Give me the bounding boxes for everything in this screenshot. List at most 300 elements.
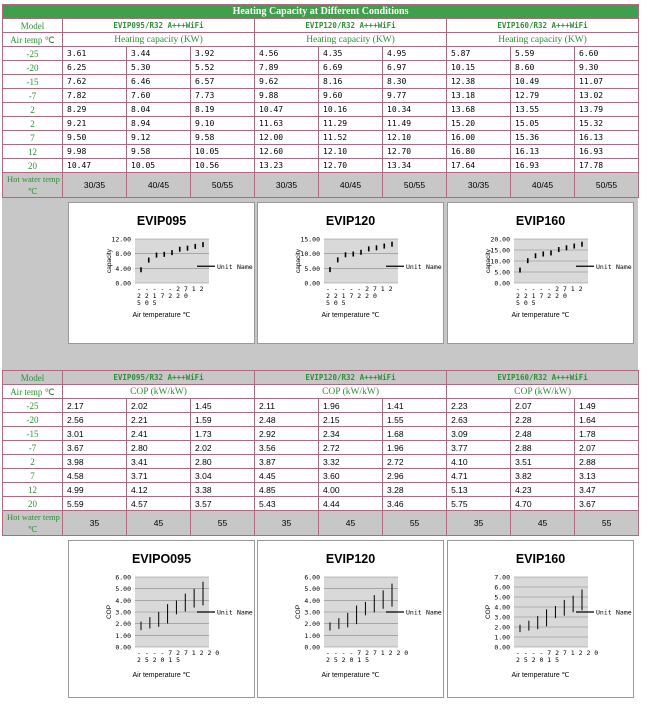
x-tick-labels: - - - - 7 2 7 1 2 2 0 bbox=[137, 649, 220, 657]
value-cell: 4.12 bbox=[127, 483, 191, 497]
table-row bbox=[3, 131, 639, 145]
value-cell: 16.93 bbox=[511, 159, 575, 173]
value-cell: 10.05 bbox=[127, 159, 191, 173]
hot-water-cell: 45 bbox=[127, 511, 191, 536]
y-tick-label: 20.00 bbox=[490, 235, 510, 244]
value-cell: 2.80 bbox=[127, 441, 191, 455]
value-cell: 3.28 bbox=[383, 483, 447, 497]
value-cell: 1.59 bbox=[191, 413, 255, 427]
value-cell: 7.73 bbox=[191, 89, 255, 103]
value-cell: 6.60 bbox=[575, 47, 639, 61]
value-cell: 8.16 bbox=[319, 75, 383, 89]
value-cell: 13.23 bbox=[255, 159, 319, 173]
air-temp-cell: -7 bbox=[3, 89, 63, 103]
legend-unit: Unit bbox=[406, 608, 422, 617]
value-cell: 2.07 bbox=[511, 399, 575, 413]
value-cell: 1.49 bbox=[575, 399, 639, 413]
value-cell: 2.48 bbox=[511, 427, 575, 441]
air-temp-cell: 12 bbox=[3, 145, 63, 159]
y-tick-label: 5.00 bbox=[304, 585, 320, 594]
value-cell: 1.64 bbox=[575, 413, 639, 427]
value-cell: 3.44 bbox=[127, 47, 191, 61]
legend-unit: Unit bbox=[217, 608, 233, 617]
data-point bbox=[383, 244, 385, 249]
value-cell: 3.38 bbox=[191, 483, 255, 497]
capacity-subheader: Heating capacity (KW) bbox=[255, 33, 447, 47]
value-cell: 9.12 bbox=[127, 131, 191, 145]
value-cell: 6.69 bbox=[319, 61, 383, 75]
value-cell: 3.61 bbox=[63, 47, 127, 61]
value-cell: 3.67 bbox=[575, 497, 639, 511]
chart-title: EVIP095 bbox=[136, 214, 187, 228]
value-cell: 9.21 bbox=[63, 117, 127, 131]
value-cell: 2.41 bbox=[127, 427, 191, 441]
y-tick-label: 0.00 bbox=[115, 279, 131, 288]
value-cell: 5.52 bbox=[191, 61, 255, 75]
air-temp-cell: -20 bbox=[3, 413, 63, 427]
data-point bbox=[202, 242, 204, 247]
y-tick-label: 0.00 bbox=[115, 643, 131, 652]
data-point bbox=[163, 252, 165, 257]
legend-name: Name bbox=[616, 262, 632, 271]
cop-charts-band bbox=[2, 536, 638, 716]
value-cell: 4.58 bbox=[63, 469, 127, 483]
data-point bbox=[171, 250, 173, 255]
value-cell: 2.88 bbox=[511, 441, 575, 455]
hot-water-cell: 45 bbox=[511, 511, 575, 536]
value-cell: 13.18 bbox=[447, 89, 511, 103]
data-point bbox=[581, 242, 583, 247]
y-tick-label: 7.00 bbox=[494, 573, 510, 582]
value-cell: 8.30 bbox=[383, 75, 447, 89]
y-axis-label: capacity bbox=[106, 249, 113, 273]
data-point bbox=[156, 253, 158, 258]
air-temp-cell: -15 bbox=[3, 427, 63, 441]
value-cell: 12.60 bbox=[255, 145, 319, 159]
hot-water-cell: 30/35 bbox=[255, 173, 319, 198]
value-cell: 16.93 bbox=[575, 145, 639, 159]
value-cell: 3.09 bbox=[447, 427, 511, 441]
value-cell: 10.15 bbox=[447, 61, 511, 75]
air-temp-cell: 2 bbox=[3, 455, 63, 469]
cop-subheader: COP (kW/kW) bbox=[255, 385, 447, 399]
value-cell: 2.23 bbox=[447, 399, 511, 413]
value-cell: 9.30 bbox=[575, 61, 639, 75]
value-cell: 9.50 bbox=[63, 131, 127, 145]
value-cell: 6.57 bbox=[191, 75, 255, 89]
data-point bbox=[179, 247, 181, 252]
value-cell: 11.63 bbox=[255, 117, 319, 131]
chart-svg bbox=[258, 203, 443, 343]
data-point bbox=[148, 258, 150, 263]
value-cell: 9.60 bbox=[319, 89, 383, 103]
data-point bbox=[368, 246, 370, 251]
air-temp-cell: 20 bbox=[3, 159, 63, 173]
table-row bbox=[3, 497, 639, 511]
hot-water-cell: 50/55 bbox=[383, 173, 447, 198]
air-temp-cell: 7 bbox=[3, 469, 63, 483]
value-cell: 4.71 bbox=[447, 469, 511, 483]
data-point bbox=[329, 267, 331, 272]
value-cell: 10.47 bbox=[63, 159, 127, 173]
value-cell: 9.98 bbox=[63, 145, 127, 159]
chart-title: EVIPO095 bbox=[131, 552, 192, 566]
hot-water-cell: 30/35 bbox=[447, 173, 511, 198]
chart-svg bbox=[69, 541, 254, 697]
value-cell: 4.95 bbox=[383, 47, 447, 61]
value-cell: 16.00 bbox=[447, 131, 511, 145]
chart-title: EVIP160 bbox=[515, 214, 566, 228]
x-tick-labels: 2 2 1 7 2 2 0 bbox=[516, 292, 567, 300]
model-header: EVIP160/R32 A+++WiFi bbox=[447, 19, 639, 33]
air-temp-cell: 12 bbox=[3, 483, 63, 497]
x-tick-labels: 2 5 2 0 1 5 bbox=[326, 656, 370, 664]
x-axis-label: Air temperature ℃ bbox=[132, 312, 191, 319]
value-cell: 6.97 bbox=[383, 61, 447, 75]
value-cell: 9.62 bbox=[255, 75, 319, 89]
x-tick-labels: 5 0 5 bbox=[326, 299, 346, 307]
y-tick-label: 0.00 bbox=[304, 279, 320, 288]
value-cell: 2.17 bbox=[63, 399, 127, 413]
value-cell: 13.55 bbox=[511, 103, 575, 117]
value-cell: 4.10 bbox=[447, 455, 511, 469]
x-axis-label: Air temperature ℃ bbox=[321, 312, 380, 319]
hot-water-cell: 40/45 bbox=[511, 173, 575, 198]
cop-chart bbox=[257, 540, 444, 698]
y-axis-label: capacity bbox=[295, 249, 302, 273]
value-cell: 1.96 bbox=[319, 399, 383, 413]
value-cell: 15.05 bbox=[511, 117, 575, 131]
hot-water-label: Hot water temp ℃ bbox=[3, 173, 63, 198]
table-title: Heating Capacity at Different Conditions bbox=[3, 5, 639, 19]
value-cell: 17.64 bbox=[447, 159, 511, 173]
value-cell: 5.59 bbox=[63, 497, 127, 511]
data-point bbox=[391, 242, 393, 247]
value-cell: 5.43 bbox=[255, 497, 319, 511]
value-cell: 11.52 bbox=[319, 131, 383, 145]
air-temp-cell: -25 bbox=[3, 47, 63, 61]
y-tick-label: 4.00 bbox=[115, 264, 131, 273]
value-cell: 4.23 bbox=[511, 483, 575, 497]
value-cell: 11.07 bbox=[575, 75, 639, 89]
capacity-subheader: Heating capacity (KW) bbox=[447, 33, 639, 47]
legend-name: Name bbox=[426, 262, 442, 271]
air-temp-label: Air temp ℃ bbox=[3, 385, 63, 399]
legend-unit: Unit bbox=[596, 262, 612, 271]
value-cell: 7.82 bbox=[63, 89, 127, 103]
air-temp-label: Air temp ℃ bbox=[3, 33, 63, 47]
value-cell: 3.46 bbox=[383, 497, 447, 511]
x-tick-labels: - - - - 7 2 7 1 2 2 0 bbox=[516, 649, 599, 657]
x-tick-labels: - - - - 7 2 7 1 2 2 0 bbox=[326, 649, 409, 657]
y-tick-label: 0.00 bbox=[304, 643, 320, 652]
air-temp-cell: -25 bbox=[3, 399, 63, 413]
air-temp-cell: 2 bbox=[3, 103, 63, 117]
capacity-charts-band bbox=[2, 198, 638, 370]
table-row bbox=[3, 117, 639, 131]
value-cell: 2.56 bbox=[63, 413, 127, 427]
data-point bbox=[535, 253, 537, 258]
value-cell: 12.00 bbox=[255, 131, 319, 145]
air-temp-cell: -20 bbox=[3, 61, 63, 75]
hot-water-cell: 35 bbox=[447, 511, 511, 536]
air-temp-cell: 2 bbox=[3, 117, 63, 131]
capacity-subheader: Heating capacity (KW) bbox=[63, 33, 255, 47]
value-cell: 3.71 bbox=[127, 469, 191, 483]
value-cell: 6.25 bbox=[63, 61, 127, 75]
value-cell: 12.38 bbox=[447, 75, 511, 89]
data-point bbox=[194, 244, 196, 249]
table-row bbox=[3, 145, 639, 159]
chart-svg bbox=[258, 541, 443, 697]
value-cell: 11.29 bbox=[319, 117, 383, 131]
cop-chart bbox=[68, 540, 255, 698]
y-tick-label: 6.00 bbox=[115, 573, 131, 582]
cop-subheader: COP (kW/kW) bbox=[63, 385, 255, 399]
plot-area bbox=[324, 239, 398, 283]
chart-svg bbox=[448, 203, 633, 343]
x-tick-labels: 5 0 5 bbox=[516, 299, 536, 307]
value-cell: 2.88 bbox=[575, 455, 639, 469]
value-cell: 3.67 bbox=[63, 441, 127, 455]
value-cell: 2.28 bbox=[511, 413, 575, 427]
data-point bbox=[360, 250, 362, 255]
x-tick-labels: 2 2 1 7 2 2 0 bbox=[137, 292, 188, 300]
x-tick-labels: - - - - - 2 7 1 2 bbox=[516, 285, 583, 293]
x-axis-label: Air temperature ℃ bbox=[511, 312, 570, 319]
value-cell: 9.58 bbox=[127, 145, 191, 159]
value-cell: 2.72 bbox=[319, 441, 383, 455]
hot-water-cell: 40/45 bbox=[319, 173, 383, 198]
value-cell: 3.41 bbox=[127, 455, 191, 469]
value-cell: 3.92 bbox=[191, 47, 255, 61]
value-cell: 4.00 bbox=[319, 483, 383, 497]
legend-name: Name bbox=[237, 608, 253, 617]
value-cell: 2.15 bbox=[319, 413, 383, 427]
value-cell: 1.45 bbox=[191, 399, 255, 413]
chart-title: EVIP120 bbox=[325, 552, 376, 566]
value-cell: 10.49 bbox=[511, 75, 575, 89]
value-cell: 4.44 bbox=[319, 497, 383, 511]
y-tick-label: 15.00 bbox=[300, 235, 320, 244]
table-row bbox=[3, 47, 639, 61]
data-point bbox=[566, 245, 568, 250]
value-cell: 2.72 bbox=[383, 455, 447, 469]
value-cell: 5.13 bbox=[447, 483, 511, 497]
value-cell: 2.80 bbox=[191, 455, 255, 469]
value-cell: 2.48 bbox=[255, 413, 319, 427]
value-cell: 17.78 bbox=[575, 159, 639, 173]
y-tick-label: 6.00 bbox=[304, 573, 320, 582]
value-cell: 2.96 bbox=[383, 469, 447, 483]
y-tick-label: 0.00 bbox=[494, 643, 510, 652]
hot-water-cell: 45 bbox=[319, 511, 383, 536]
value-cell: 2.07 bbox=[575, 441, 639, 455]
value-cell: 13.68 bbox=[447, 103, 511, 117]
capacity-chart bbox=[257, 202, 444, 344]
data-point bbox=[519, 268, 521, 273]
hot-water-cell: 50/55 bbox=[575, 173, 639, 198]
cop-table bbox=[2, 370, 639, 536]
hot-water-cell: 35 bbox=[63, 511, 127, 536]
table-row bbox=[3, 441, 639, 455]
data-point bbox=[352, 252, 354, 257]
table-row bbox=[3, 469, 639, 483]
legend-name: Name bbox=[237, 262, 253, 271]
y-tick-label: 3.00 bbox=[494, 613, 510, 622]
value-cell: 3.98 bbox=[63, 455, 127, 469]
value-cell: 2.92 bbox=[255, 427, 319, 441]
value-cell: 13.34 bbox=[383, 159, 447, 173]
chart-title: EVIP160 bbox=[515, 552, 566, 566]
value-cell: 3.47 bbox=[575, 483, 639, 497]
model-header: EVIP095/R32 A+++WiFi bbox=[63, 371, 255, 385]
value-cell: 8.04 bbox=[127, 103, 191, 117]
value-cell: 9.88 bbox=[255, 89, 319, 103]
value-cell: 10.56 bbox=[191, 159, 255, 173]
table-row bbox=[3, 159, 639, 173]
table-row bbox=[3, 103, 639, 117]
table-row bbox=[3, 61, 639, 75]
value-cell: 4.70 bbox=[511, 497, 575, 511]
capacity-chart bbox=[447, 202, 634, 344]
value-cell: 15.20 bbox=[447, 117, 511, 131]
value-cell: 7.89 bbox=[255, 61, 319, 75]
model-header: EVIP095/R32 A+++WiFi bbox=[63, 19, 255, 33]
hot-water-cell: 50/55 bbox=[191, 173, 255, 198]
value-cell: 12.79 bbox=[511, 89, 575, 103]
y-tick-label: 4.00 bbox=[115, 596, 131, 605]
value-cell: 16.13 bbox=[575, 131, 639, 145]
value-cell: 9.10 bbox=[191, 117, 255, 131]
value-cell: 3.01 bbox=[63, 427, 127, 441]
value-cell: 13.02 bbox=[575, 89, 639, 103]
data-point bbox=[558, 247, 560, 252]
value-cell: 3.32 bbox=[319, 455, 383, 469]
value-cell: 7.60 bbox=[127, 89, 191, 103]
y-tick-label: 3.00 bbox=[115, 608, 131, 617]
hot-water-cell: 55 bbox=[191, 511, 255, 536]
value-cell: 1.96 bbox=[383, 441, 447, 455]
value-cell: 3.56 bbox=[255, 441, 319, 455]
x-tick-labels: 2 5 2 0 1 5 bbox=[137, 656, 181, 664]
y-tick-label: 3.00 bbox=[304, 608, 320, 617]
table-row bbox=[3, 399, 639, 413]
value-cell: 3.87 bbox=[255, 455, 319, 469]
value-cell: 3.04 bbox=[191, 469, 255, 483]
table-row bbox=[3, 89, 639, 103]
value-cell: 3.51 bbox=[511, 455, 575, 469]
hot-water-cell: 55 bbox=[575, 511, 639, 536]
y-tick-label: 15.00 bbox=[490, 246, 510, 255]
value-cell: 8.29 bbox=[63, 103, 127, 117]
value-cell: 13.79 bbox=[575, 103, 639, 117]
value-cell: 1.68 bbox=[383, 427, 447, 441]
value-cell: 4.45 bbox=[255, 469, 319, 483]
value-cell: 1.73 bbox=[191, 427, 255, 441]
value-cell: 10.05 bbox=[191, 145, 255, 159]
chart-title: EVIP120 bbox=[325, 214, 376, 228]
hot-water-cell: 35 bbox=[255, 511, 319, 536]
legend-unit: Unit bbox=[596, 608, 612, 617]
value-cell: 11.49 bbox=[383, 117, 447, 131]
value-cell: 2.34 bbox=[319, 427, 383, 441]
y-tick-label: 4.00 bbox=[494, 603, 510, 612]
cop-subheader: COP (kW/kW) bbox=[447, 385, 639, 399]
y-axis-label: COP bbox=[106, 604, 113, 620]
value-cell: 3.13 bbox=[575, 469, 639, 483]
model-header: EVIP120/R32 A+++WiFi bbox=[255, 371, 447, 385]
y-tick-label: 5.00 bbox=[494, 268, 510, 277]
legend-unit: Unit bbox=[217, 262, 233, 271]
value-cell: 9.77 bbox=[383, 89, 447, 103]
data-point bbox=[550, 250, 552, 255]
model-label: Model bbox=[3, 19, 63, 33]
value-cell: 3.60 bbox=[319, 469, 383, 483]
value-cell: 5.59 bbox=[511, 47, 575, 61]
value-cell: 2.11 bbox=[255, 399, 319, 413]
value-cell: 4.35 bbox=[319, 47, 383, 61]
x-tick-labels: 2 2 1 7 2 2 0 bbox=[326, 292, 377, 300]
value-cell: 9.58 bbox=[191, 131, 255, 145]
value-cell: 1.55 bbox=[383, 413, 447, 427]
value-cell: 5.75 bbox=[447, 497, 511, 511]
hot-water-cell: 55 bbox=[383, 511, 447, 536]
y-tick-label: 5.00 bbox=[304, 264, 320, 273]
y-axis-label: COP bbox=[485, 604, 492, 620]
value-cell: 15.36 bbox=[511, 131, 575, 145]
y-axis-label: capacity bbox=[485, 249, 492, 273]
y-tick-label: 1.00 bbox=[115, 631, 131, 640]
value-cell: 15.32 bbox=[575, 117, 639, 131]
value-cell: 5.87 bbox=[447, 47, 511, 61]
y-tick-label: 5.00 bbox=[494, 593, 510, 602]
plot-area bbox=[135, 239, 209, 283]
value-cell: 1.41 bbox=[383, 399, 447, 413]
table-row bbox=[3, 413, 639, 427]
spec-sheet bbox=[2, 4, 638, 716]
value-cell: 2.02 bbox=[127, 399, 191, 413]
y-tick-label: 2.00 bbox=[304, 620, 320, 629]
hot-water-cell: 40/45 bbox=[127, 173, 191, 198]
value-cell: 7.62 bbox=[63, 75, 127, 89]
value-cell: 2.21 bbox=[127, 413, 191, 427]
x-axis-label: Air temperature ℃ bbox=[132, 672, 191, 679]
value-cell: 12.70 bbox=[383, 145, 447, 159]
air-temp-cell: -7 bbox=[3, 441, 63, 455]
hot-water-cell: 30/35 bbox=[63, 173, 127, 198]
value-cell: 10.47 bbox=[255, 103, 319, 117]
legend-name: Name bbox=[426, 608, 442, 617]
y-tick-label: 1.00 bbox=[494, 633, 510, 642]
model-header: EVIP160/R32 A+++WiFi bbox=[447, 371, 639, 385]
value-cell: 10.16 bbox=[319, 103, 383, 117]
table-row bbox=[3, 75, 639, 89]
value-cell: 12.10 bbox=[319, 145, 383, 159]
y-tick-label: 5.00 bbox=[115, 585, 131, 594]
value-cell: 2.63 bbox=[447, 413, 511, 427]
cop-chart bbox=[447, 540, 634, 698]
y-tick-label: 1.00 bbox=[304, 631, 320, 640]
y-tick-label: 10.00 bbox=[490, 257, 510, 266]
chart-svg bbox=[448, 541, 633, 697]
data-point bbox=[140, 267, 142, 272]
table-row bbox=[3, 483, 639, 497]
value-cell: 5.30 bbox=[127, 61, 191, 75]
air-temp-cell: 7 bbox=[3, 131, 63, 145]
value-cell: 1.78 bbox=[575, 427, 639, 441]
value-cell: 4.85 bbox=[255, 483, 319, 497]
